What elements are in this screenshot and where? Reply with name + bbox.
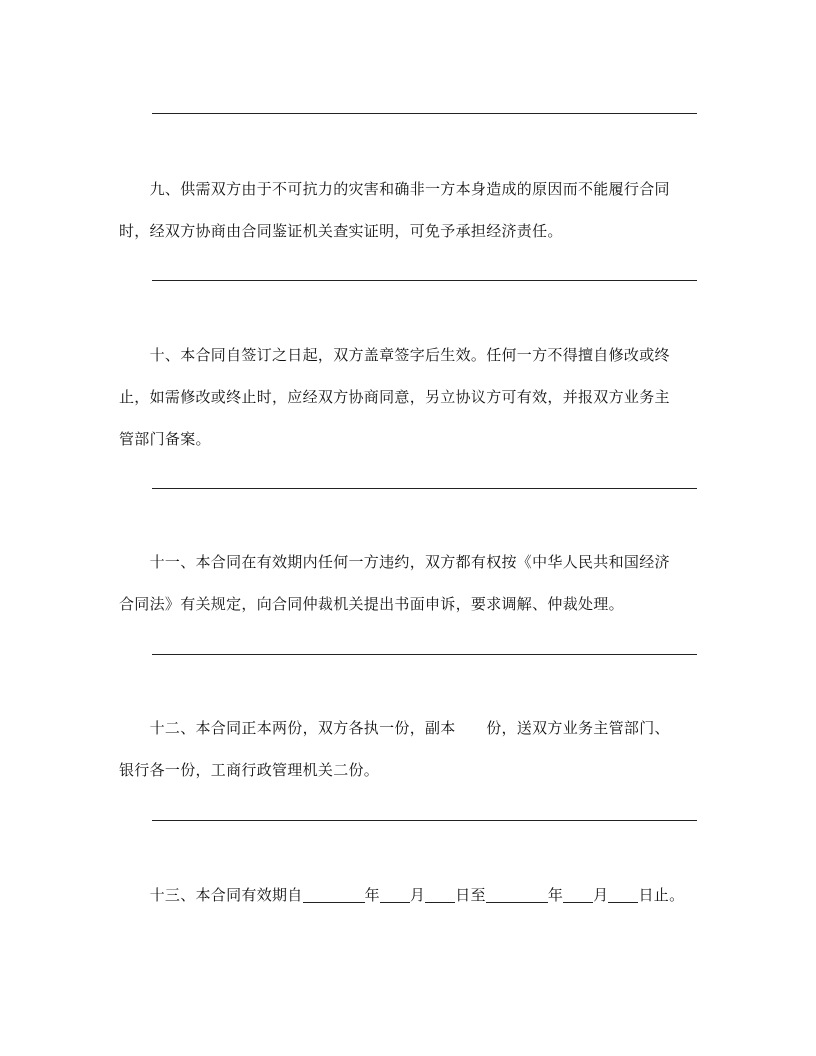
divider-line [152,488,697,489]
clause-13-line-1 [119,874,699,916]
clause-10-line-3: 管部门备案。 [119,430,211,448]
divider-line [152,113,697,114]
clause-12-line-1: 十二、本合同正本两份，双方各执一份，副本 份，送双方业务主管部门、 [119,719,670,737]
clause-12-line-2: 银行各一份，工商行政管理机关二份。 [119,761,380,779]
clause-13 [119,874,699,916]
end-month-label: 月 [593,886,609,904]
end-month-blank[interactable] [563,886,593,903]
divider-line [152,654,697,655]
divider-line [152,280,697,281]
start-month-label: 月 [409,886,426,904]
clause-11-line-2: 合同法》有关规定，向合同仲裁机关提出书面申诉，要求调解、仲裁处理。 [119,595,624,613]
divider-line [152,820,697,821]
start-year-label: 年 [364,886,380,904]
start-day-blank[interactable] [425,886,455,903]
clause-11 [119,541,699,625]
end-year-blank[interactable] [486,886,548,903]
start-day-to-label: 日至 [455,886,486,904]
clause-11-line-1: 十一、本合同在有效期内任何一方违约，双方都有权按《中华人民共和国经济 [119,553,670,571]
clause-12 [119,707,699,791]
end-day-label: 日止。 [638,886,685,904]
clause-13-prefix: 十三、本合同有效期自 [119,886,303,904]
start-year-blank[interactable] [303,886,365,903]
start-month-blank[interactable] [380,886,410,903]
clause-10 [119,334,699,460]
clause-9-line-2: 时，经双方协商由合同鉴证机关查实证明，可免予承担经济责任。 [119,222,563,240]
clause-9 [119,168,699,252]
end-day-blank[interactable] [608,886,638,903]
clause-10-line-2: 止，如需修改或终止时，应经双方协商同意，另立协议方可有效，并报双方业务主 [119,388,670,406]
end-year-label: 年 [547,886,564,904]
clause-10-line-1: 十、本合同自签订之日起，双方盖章签字后生效。任何一方不得擅自修改或终 [119,346,670,364]
clause-9-line-1: 九、供需双方由于不可抗力的灾害和确非一方本身造成的原因而不能履行合同 [119,180,670,198]
